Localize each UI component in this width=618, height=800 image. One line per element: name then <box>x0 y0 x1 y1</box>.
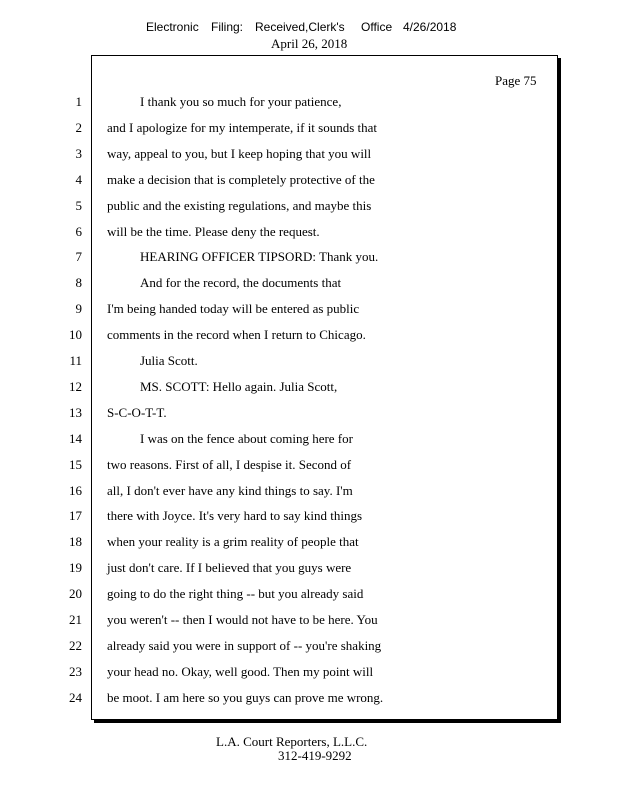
line-number: 21 <box>69 612 82 627</box>
line-number: 9 <box>75 301 82 316</box>
line-text: there with Joyce. It's very hard to say kind things <box>107 508 363 523</box>
line-text: HEARING OFFICER TIPSORD: Thank you. <box>140 249 379 264</box>
line-number: 3 <box>75 146 82 161</box>
line-text: you weren't -- then I would not have to be here. You <box>107 612 378 627</box>
line-number: 14 <box>69 431 82 446</box>
stamp-office: Office <box>361 20 393 34</box>
line-text: I was on the fence about coming here for <box>140 431 353 446</box>
stamp-date: 4/26/2018 <box>403 20 457 34</box>
line-number: 2 <box>75 120 82 135</box>
line-text: make a decision that is completely protective of the <box>107 172 375 187</box>
line-text: public and the existing regulations, and maybe this <box>107 198 372 213</box>
line-number: 15 <box>69 457 82 472</box>
line-text: be moot. I am here so you guys can prove me wrong. <box>107 690 384 705</box>
line-text: S-C-O-T-T. <box>107 405 167 420</box>
line-number: 17 <box>69 508 82 523</box>
line-number: 20 <box>69 586 82 601</box>
line-number: 5 <box>75 198 82 213</box>
line-number: 19 <box>69 560 82 575</box>
line-number: 22 <box>69 638 82 653</box>
line-text: when your reality is a grim reality of people that <box>107 534 359 549</box>
line-number: 11 <box>69 353 82 368</box>
line-number: 13 <box>69 405 82 420</box>
page-number: Page 75 <box>495 73 537 88</box>
line-text: will be the time. Please deny the request. <box>107 224 320 239</box>
line-text: all, I don't ever have any kind things to say. I'm <box>107 483 353 498</box>
line-number: 10 <box>69 327 82 342</box>
line-number: 12 <box>69 379 82 394</box>
line-number: 24 <box>69 690 82 705</box>
line-number: 4 <box>75 172 82 187</box>
line-text: just don't care. If I believed that you guys were <box>107 560 352 575</box>
stamp-received: Received,Clerk's <box>255 20 345 34</box>
line-text: comments in the record when I return to Chicago. <box>107 327 366 342</box>
line-text: going to do the right thing -- but you already said <box>107 586 364 601</box>
line-number: 7 <box>75 249 82 264</box>
stamp-electronic: Electronic <box>146 20 199 34</box>
line-text: I'm being handed today will be entered as public <box>107 301 360 316</box>
filed-date: April 26, 2018 <box>271 36 348 51</box>
line-number: 16 <box>69 483 82 498</box>
stamp-filing: Filing: <box>211 20 244 34</box>
line-number: 8 <box>75 275 82 290</box>
footer-phone: 312-419-9292 <box>278 748 352 763</box>
line-number: 18 <box>69 534 82 549</box>
line-text: your head no. Okay, well good. Then my point will <box>107 664 374 679</box>
footer-reporter: L.A. Court Reporters, L.L.C. <box>216 734 368 749</box>
line-text: MS. SCOTT: Hello again. Julia Scott, <box>140 379 338 394</box>
line-text: and I apologize for my intemperate, if it sounds that <box>107 120 378 135</box>
line-number: 6 <box>75 224 82 239</box>
line-text: Julia Scott. <box>140 353 198 368</box>
line-number: 1 <box>75 94 82 109</box>
line-text: two reasons. First of all, I despise it. Second of <box>107 457 352 472</box>
line-text: I thank you so much for your patience, <box>140 94 342 109</box>
line-number: 23 <box>69 664 82 679</box>
line-text: already said you were in support of -- you're shaking <box>107 638 382 653</box>
line-text: And for the record, the documents that <box>140 275 342 290</box>
line-text: way, appeal to you, but I keep hoping that you will <box>107 146 372 161</box>
filing-stamp <box>0 20 600 34</box>
